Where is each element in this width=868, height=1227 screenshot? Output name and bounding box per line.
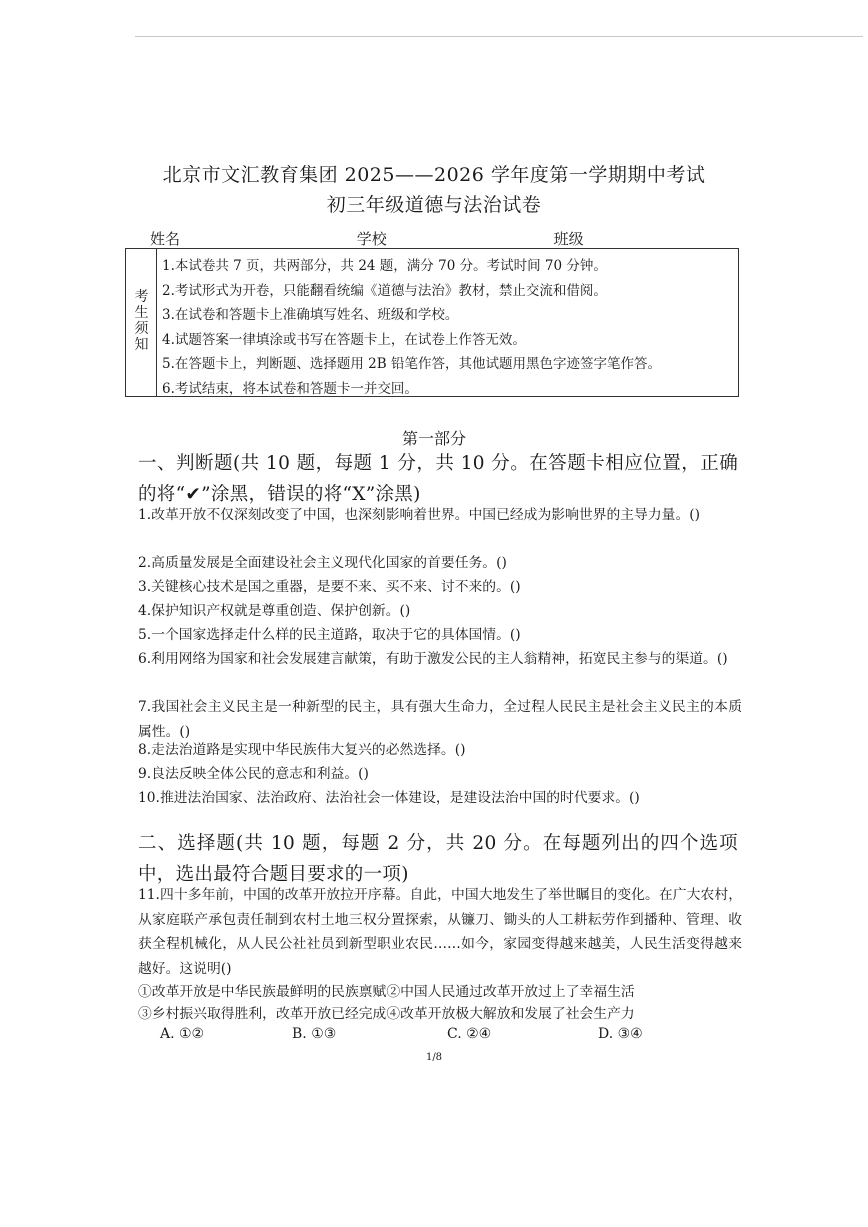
candidate-notice-box bbox=[125, 248, 739, 397]
question-item: 9.良法反映全体公民的意志和利益。() bbox=[138, 766, 369, 782]
name-label: 姓名 bbox=[150, 230, 181, 248]
option-c: C. ②④ bbox=[447, 1026, 492, 1042]
question-item: 1.改革开放不仅深刻改变了中国，也深刻影响着世界。中国已经成为影响世界的主导力量。() bbox=[138, 507, 701, 523]
notice-side-char: 生 bbox=[134, 305, 149, 321]
class-label: 班级 bbox=[553, 230, 584, 248]
question-item: 6.利用网络为国家和社会发展建言献策，有助于激发公民的主人翁精神，拓宽民主参与的渠道。() bbox=[138, 651, 728, 667]
question-item: 10.推进法治国家、法治政府、法治社会一体建设，是建设法治中国的时代要求。() bbox=[138, 790, 640, 806]
exam-title: 北京市文汇教育集团 2025——2026 学年度第一学期期中考试 bbox=[162, 164, 706, 186]
page-number: 1/8 bbox=[425, 1052, 443, 1063]
option-a: A. ①② bbox=[160, 1026, 205, 1042]
name-blank[interactable] bbox=[180, 232, 312, 249]
school-blank[interactable] bbox=[387, 232, 519, 249]
notice-item: 2.考试形式为开卷，只能翻看统编《道德与法治》教材，禁止交流和借阅。 bbox=[162, 282, 607, 299]
question-item: 4.保护知识产权就是尊重创造、保护创新。() bbox=[138, 603, 411, 619]
section1-heading: 一、判断题(共 10 题，每题 1 分，共 10 分。在答题卡相应位置，正确的将“✔”涂黑，错误的将“X”涂黑) bbox=[138, 453, 738, 505]
question-item: 2.高质量发展是全面建设社会主义现代化国家的首要任务。() bbox=[138, 555, 507, 571]
option-b: B. ①③ bbox=[292, 1026, 337, 1042]
option-d: D. ③④ bbox=[598, 1026, 643, 1042]
notice-side-label bbox=[126, 249, 157, 396]
notice-side-char: 须 bbox=[134, 321, 149, 337]
question-item: 3.关键核心技术是国之重器，是要不来、买不来、讨不来的。() bbox=[138, 579, 521, 595]
question-item: 7.我国社会主义民主是一种新型的民主，具有强大生命力，全过程人民民主是社会主义民主的本质属性。() bbox=[138, 699, 742, 740]
question-11-statements-2: ③乡村振兴取得胜利，改革开放已经完成④改革开放极大解放和发展了社会生产力 bbox=[138, 1006, 635, 1022]
question-11-stem: 11.四十多年前，中国的改革开放拉开序幕。自此，中国大地发生了举世瞩目的变化。在广大农村，从家庭联产承包责任制到农村土地三权分置探索，从镰刀、锄头的人工耕耘劳作到播种、管理、收获全程机械化，从人民公社社员到新型职业农民……如今，家园变得越来越美，人民生活变得越来越好。这说明() bbox=[138, 887, 742, 977]
question-11-statements-1: ①改革开放是中华民族最鲜明的民族禀赋②中国人民通过改革开放过上了幸福生活 bbox=[138, 984, 635, 1000]
notice-item: 3.在试卷和答题卡上准确填写姓名、班级和学校。 bbox=[162, 307, 459, 323]
notice-item: 5.在答题卡上，判断题、选择题用 2B 铅笔作答，其他试题用黑色字迹签字笔作答。 bbox=[162, 356, 661, 372]
notice-item: 4.试题答案一律填涂或书写在答题卡上，在试卷上作答无效。 bbox=[162, 331, 526, 348]
top-rule bbox=[135, 36, 863, 37]
notice-side-char: 考 bbox=[134, 289, 149, 305]
student-info-row bbox=[150, 228, 721, 249]
question-item: 8.走法治道路是实现中华民族伟大复兴的必然选择。() bbox=[138, 742, 466, 758]
notice-item: 6.考试结束，将本试卷和答题卡一并交回。 bbox=[162, 380, 418, 397]
notice-items bbox=[162, 254, 661, 401]
section2-heading: 二、选择题(共 10 题，每题 2 分，共 20 分。在每题列出的四个选项中，选出最符合题目要求的一项) bbox=[138, 833, 738, 885]
notice-side-char: 知 bbox=[134, 337, 149, 353]
notice-item: 1.本试卷共 7 页，共两部分，共 24 题，满分 70 分。考试时间 70 分钟。 bbox=[162, 258, 607, 274]
exam-subtitle: 初三年级道德与法治试卷 bbox=[326, 194, 542, 216]
class-blank[interactable] bbox=[584, 232, 721, 249]
school-label: 学校 bbox=[356, 230, 387, 248]
part-title: 第一部分 bbox=[401, 429, 466, 448]
question-item: 5.一个国家选择走什么样的民主道路，取决于它的具体国情。() bbox=[138, 627, 521, 643]
